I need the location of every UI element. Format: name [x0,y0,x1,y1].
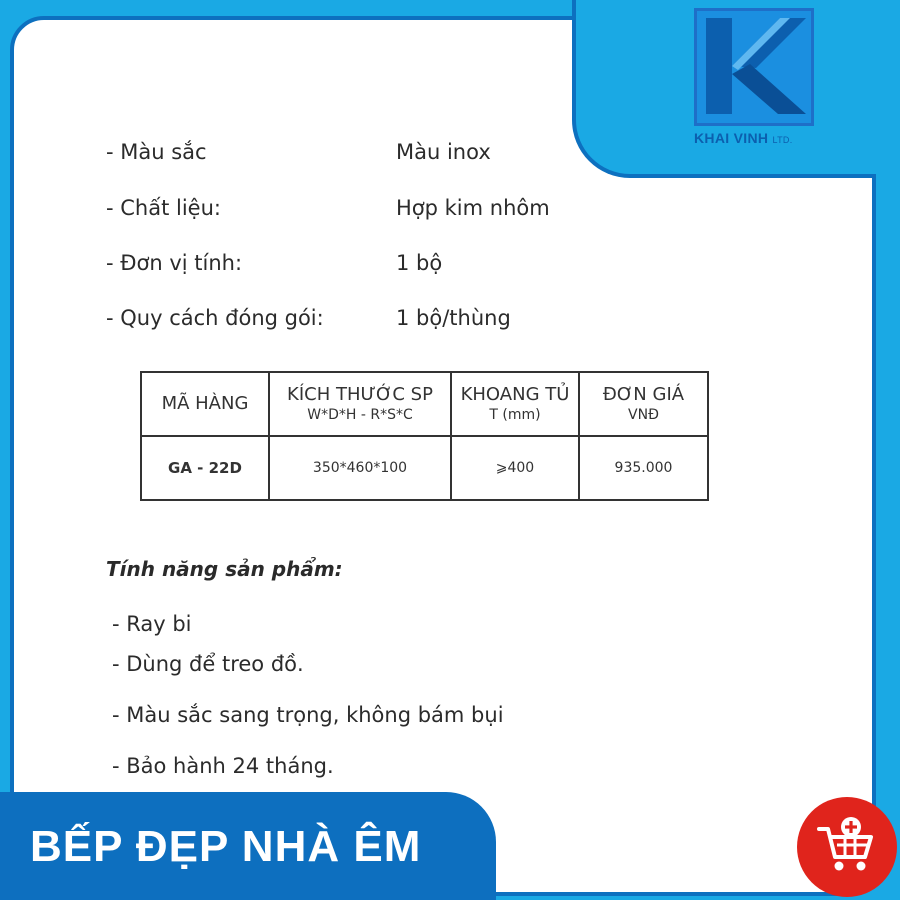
features-title: Tính năng sản phẩm: [106,557,343,581]
feature-item: - Ray bi [112,612,192,636]
product-table [140,371,709,501]
spec-label: - Màu sắc [106,140,207,164]
spec-label: - Chất liệu: [106,196,221,220]
cell-cabinet-size: ⩾400 [451,436,579,500]
spec-value: 1 bộ [396,251,443,275]
header-cell-cabinet: KHOANG TỦ T (mm) [451,372,579,436]
spec-value: Màu inox [396,140,491,164]
right-border-strip [876,160,900,900]
header-cell-price: ĐƠN GIÁ VNĐ [579,372,708,436]
header-cell-size: KÍCH THƯỚC SP W*D*H - R*S*C [269,372,451,436]
spec-label: - Quy cách đóng gói: [106,306,324,330]
add-to-cart-button[interactable] [797,797,897,897]
brand-logo [694,8,816,148]
feature-item: - Dùng để treo đồ. [112,652,304,676]
table-header-row [141,372,708,436]
k-logo-icon [694,8,814,126]
cell-price: 935.000 [579,436,708,500]
feature-item: - Màu sắc sang trọng, không bám bụi [112,703,504,727]
feature-item: - Bảo hành 24 tháng. [112,754,334,778]
header-cell-code: MÃ HÀNG [141,372,269,436]
spec-label: - Đơn vị tính: [106,251,243,275]
logo-wordmark: KHAI VINH LTD. [694,130,793,146]
spec-value: Hợp kim nhôm [396,196,550,220]
spec-value: 1 bộ/thùng [396,306,511,330]
table-row [141,436,708,500]
cart-plus-icon [815,815,879,879]
cell-product-code: GA - 22D [141,436,269,500]
cell-dimensions: 350*460*100 [269,436,451,500]
banner-slogan: BẾP ĐẸP NHÀ ÊM [30,822,422,871]
